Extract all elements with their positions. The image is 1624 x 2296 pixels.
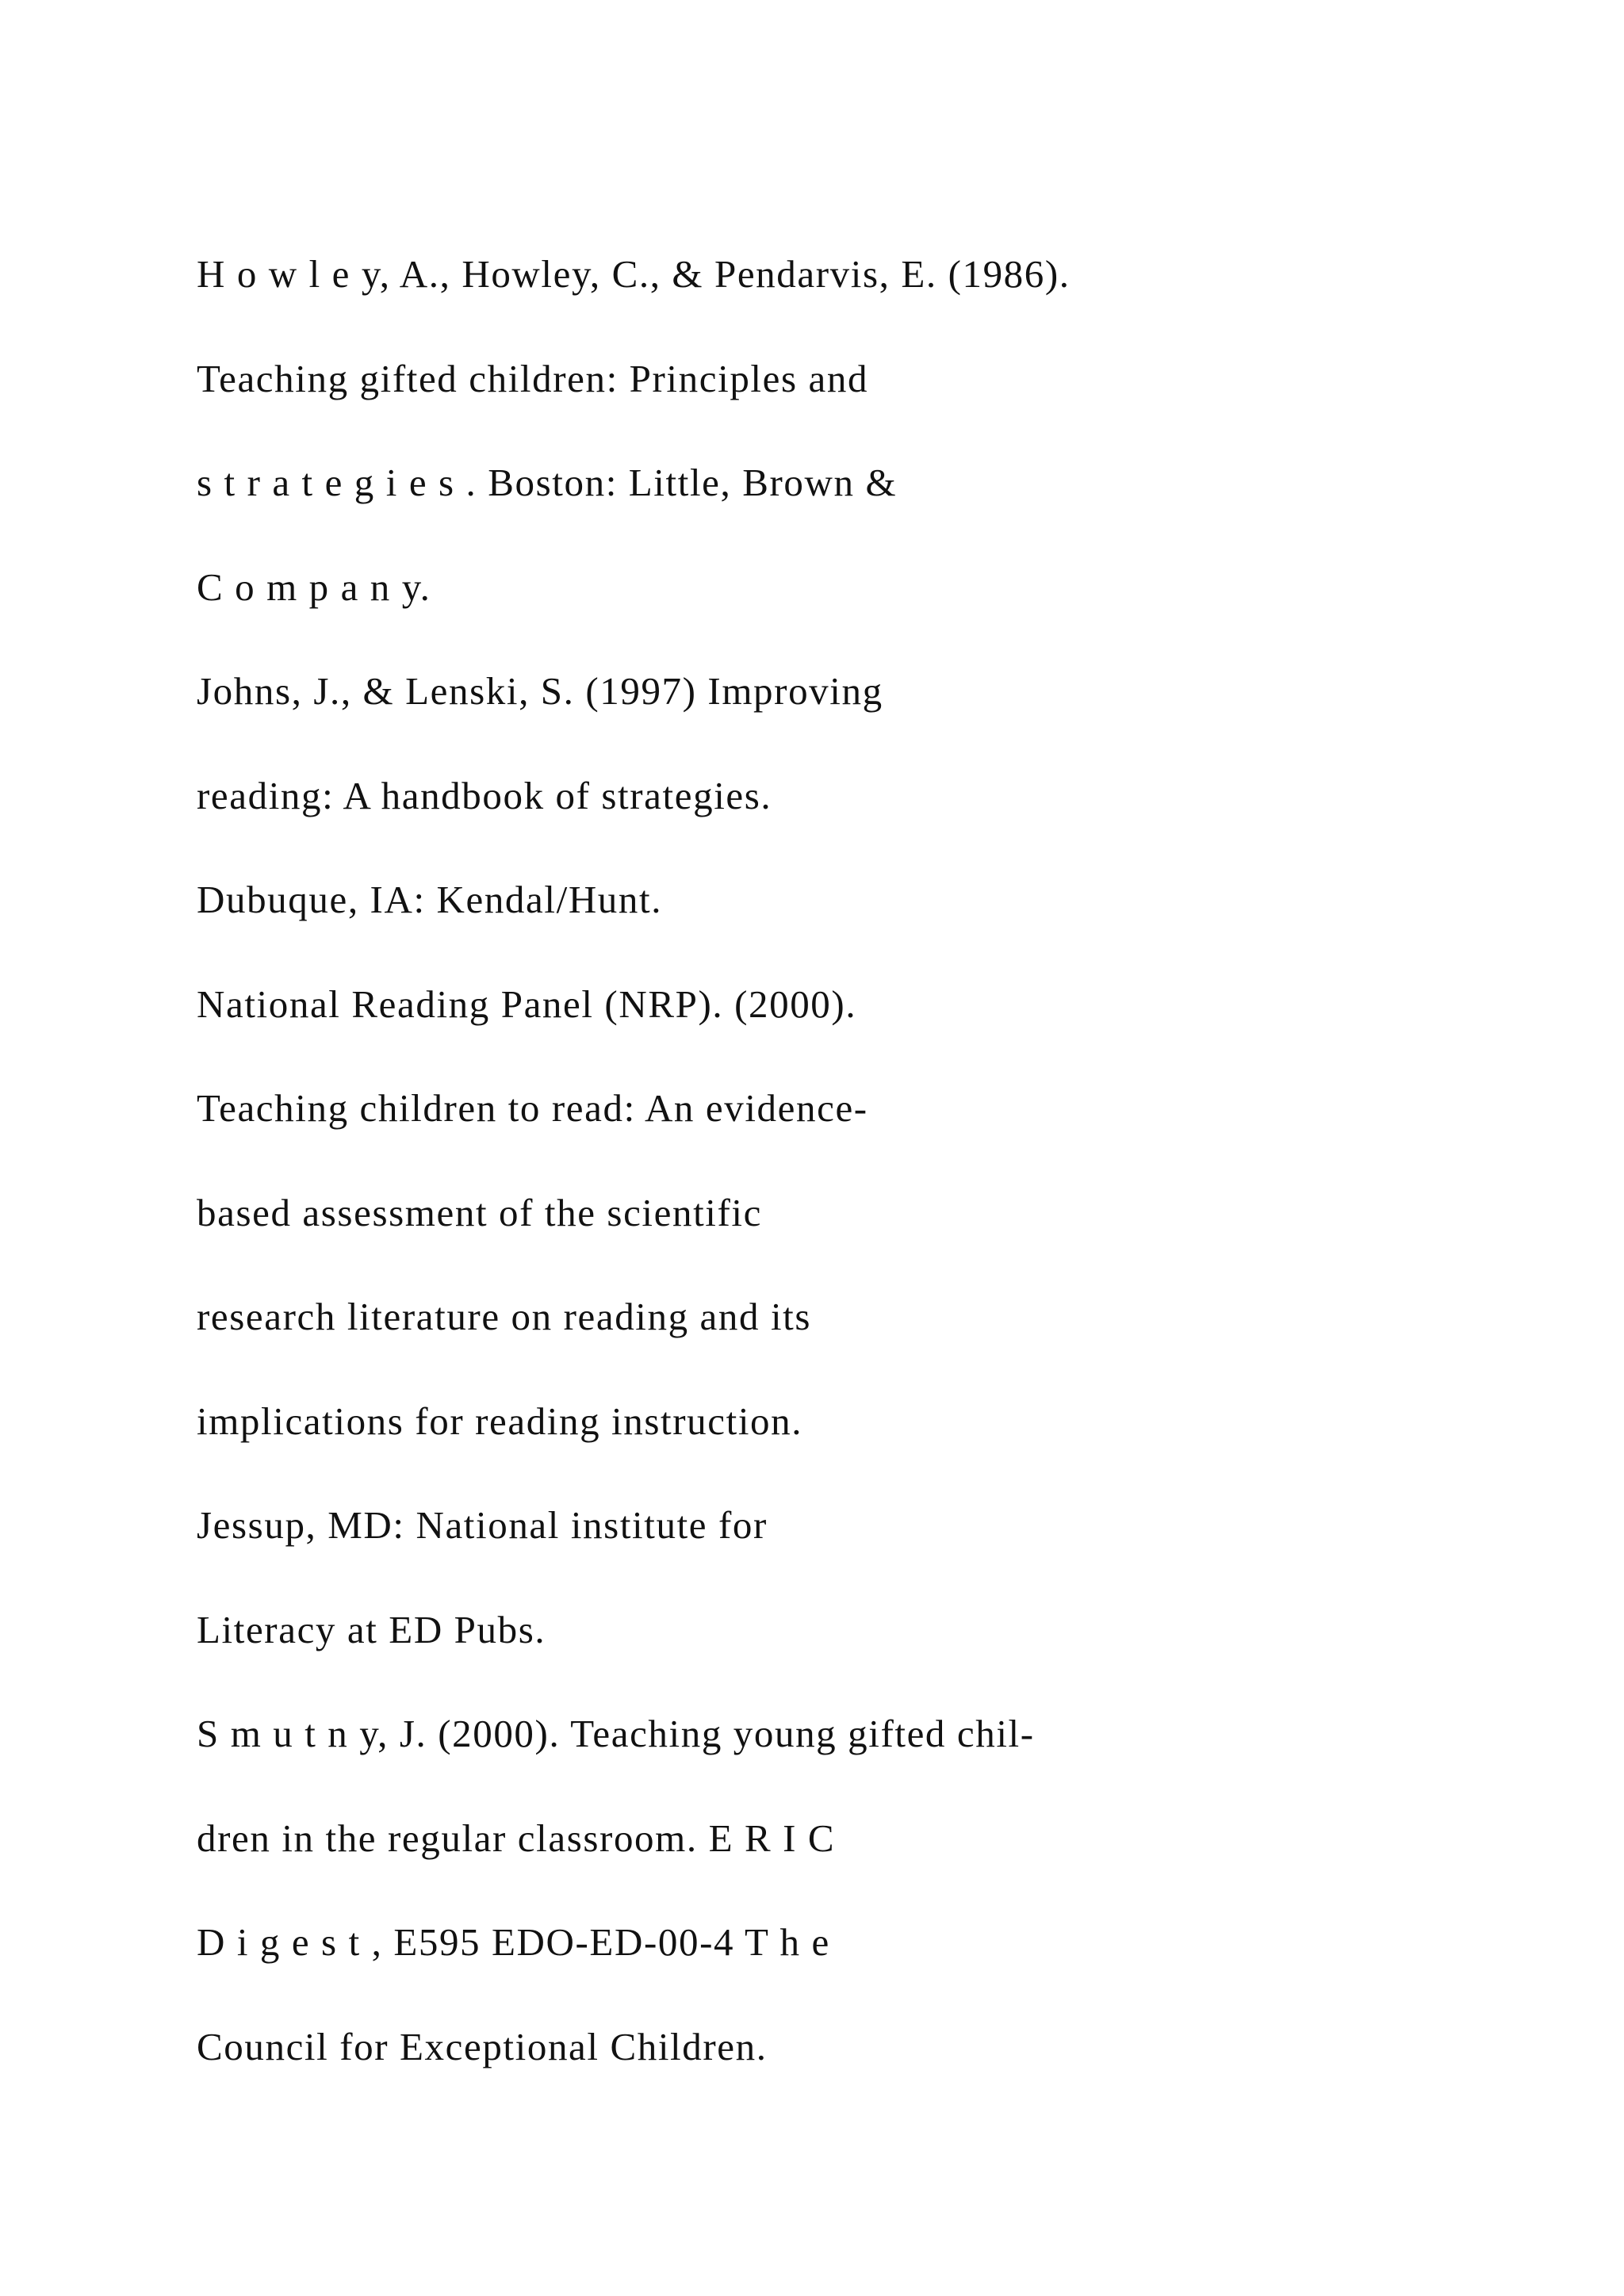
reference-list — [197, 251, 1071, 2127]
text-line: Council for Exceptional Children. — [197, 2024, 768, 2068]
text-line: based assessment of the scientific — [197, 1190, 762, 1234]
text-line: s t r a t e g i e s . Boston: Little, Brown & — [197, 461, 898, 504]
text-line: research literature on reading and its — [197, 1295, 812, 1338]
text-line: S m u t n y, J. (2000). Teaching young gifted chil- — [197, 1712, 1035, 1755]
text-line: National Reading Panel (NRP). (2000). — [197, 982, 857, 1026]
text-line: C o m p a n y. — [197, 564, 431, 609]
text-line: dren in the regular classroom. E R I C — [197, 1816, 836, 1860]
text-line: Literacy at ED Pubs. — [197, 1607, 546, 1651]
text-line: Jessup, MD: National institute for — [197, 1503, 768, 1547]
text-line: H o w l e y, A., Howley, C., & Pendarvis, E. (1986). — [197, 252, 1071, 296]
text-line: reading: A handbook of strategies. — [197, 773, 772, 817]
text-line: Teaching gifted children: Principles and — [197, 356, 869, 400]
text-line: Teaching children to read: An evidence- — [197, 1086, 868, 1130]
text-line: Dubuque, IA: Kendal/Hunt. — [197, 878, 663, 921]
text-line: implications for reading instruction. — [197, 1399, 803, 1443]
text-line: D i g e s t , E595 EDO-ED-00-4 T h e — [197, 1920, 830, 1964]
text-line: Johns, J., & Lenski, S. (1997) Improving — [197, 669, 883, 713]
